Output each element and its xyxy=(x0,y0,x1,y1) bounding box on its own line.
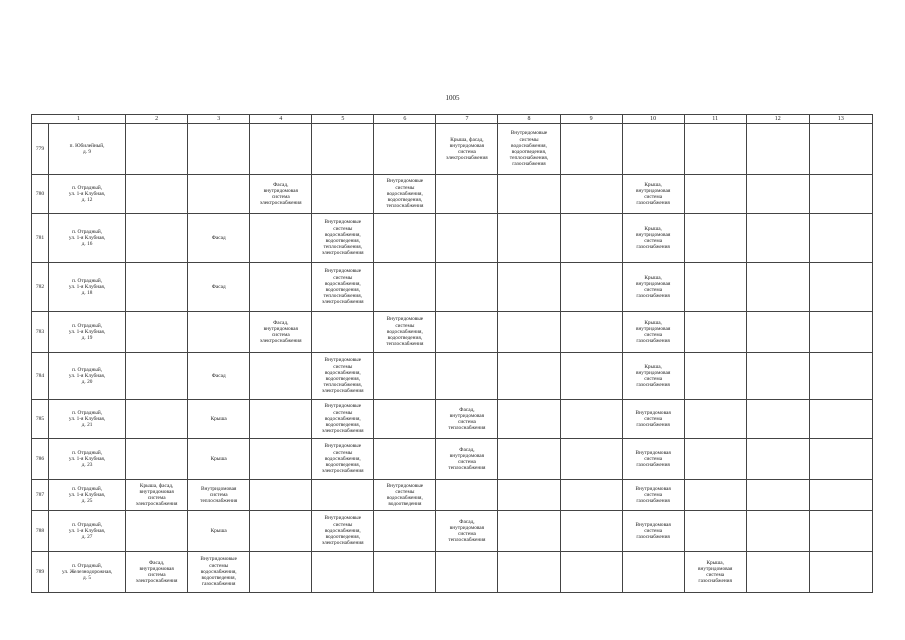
work-cell-col-12 xyxy=(746,480,809,511)
work-cell-col-12 xyxy=(746,312,809,353)
work-cell-col-3: Фасад xyxy=(188,263,250,312)
work-cell-col-11 xyxy=(684,511,746,552)
table-row xyxy=(32,552,873,593)
work-cell-col-8 xyxy=(498,439,560,480)
work-cell-col-12 xyxy=(746,175,809,214)
column-header: 1 xyxy=(32,115,126,124)
work-cell-col-2 xyxy=(126,175,188,214)
work-cell-col-12 xyxy=(746,263,809,312)
work-cell-col-7 xyxy=(436,263,498,312)
work-cell-col-4: Фасад, внутридомовая система электроснабжения xyxy=(250,312,312,353)
work-cell-col-12 xyxy=(746,214,809,263)
address-cell: п. Отрадный, ул. 1-я Клубная, д. 27 xyxy=(49,511,126,552)
work-cell-col-6 xyxy=(374,511,436,552)
work-cell-col-3: Крыша xyxy=(188,511,250,552)
table-row xyxy=(32,263,873,312)
work-cell-col-4: Фасад, внутридомовая система электроснабжения xyxy=(250,175,312,214)
work-cell-col-2 xyxy=(126,511,188,552)
work-cell-col-3: Внутридомовые системы водоснабжения, водоотведения, газоснабжения xyxy=(188,552,250,593)
address-cell: п. Отрадный, ул. 1-я Клубная, д. 19 xyxy=(49,312,126,353)
work-cell-col-7: Фасад, внутридомовая система теплоснабжения xyxy=(436,400,498,439)
work-cell-col-9 xyxy=(560,439,622,480)
work-cell-col-2 xyxy=(126,353,188,400)
work-cell-col-9 xyxy=(560,400,622,439)
table-row xyxy=(32,124,873,175)
work-cell-col-8 xyxy=(498,511,560,552)
work-cell-col-2: Крыша, фасад, внутридомовая система электроснабжения xyxy=(126,480,188,511)
work-cell-col-4 xyxy=(250,263,312,312)
work-cell-col-9 xyxy=(560,353,622,400)
column-header: 7 xyxy=(436,115,498,124)
address-cell: п. Отрадный, ул. 1-я Клубная, д. 12 xyxy=(49,175,126,214)
row-number-cell: 779 xyxy=(32,124,49,175)
work-cell-col-8 xyxy=(498,214,560,263)
work-cell-col-8 xyxy=(498,263,560,312)
work-cell-col-13 xyxy=(809,480,872,511)
work-cell-col-11 xyxy=(684,214,746,263)
work-cell-col-10: Крыша, внутридомовая система газоснабжения xyxy=(622,175,684,214)
work-cell-col-10: Крыша, внутридомовая система газоснабжения xyxy=(622,214,684,263)
row-number-cell: 783 xyxy=(32,312,49,353)
work-cell-col-6 xyxy=(374,263,436,312)
work-cell-col-3: Фасад xyxy=(188,353,250,400)
work-cell-col-11: Крыша, внутридомовая система газоснабжения xyxy=(684,552,746,593)
column-header: 8 xyxy=(498,115,560,124)
work-cell-col-9 xyxy=(560,175,622,214)
work-cell-col-13 xyxy=(809,400,872,439)
table-row xyxy=(32,175,873,214)
row-number-cell: 787 xyxy=(32,480,49,511)
work-cell-col-5: Внутридомовые системы водоснабжения, водоотведения, теплоснабжения, электроснабжения xyxy=(312,353,374,400)
work-cell-col-12 xyxy=(746,511,809,552)
table-row xyxy=(32,353,873,400)
row-number-cell: 786 xyxy=(32,439,49,480)
work-cell-col-9 xyxy=(560,124,622,175)
work-cell-col-7: Фасад, внутридомовая система теплоснабжения xyxy=(436,511,498,552)
address-cell: п. Отрадный, ул. 1-я Клубная, д. 16 xyxy=(49,214,126,263)
work-cell-col-6 xyxy=(374,400,436,439)
work-cell-col-9 xyxy=(560,480,622,511)
work-cell-col-7 xyxy=(436,312,498,353)
row-number-cell: 781 xyxy=(32,214,49,263)
work-cell-col-5: Внутридомовые системы водоснабжения, водоотведения, теплоснабжения, электроснабжения xyxy=(312,214,374,263)
address-cell: п. Отрадный, ул. 1-я Клубная, д. 25 xyxy=(49,480,126,511)
work-cell-col-4 xyxy=(250,511,312,552)
work-cell-col-5: Внутридомовые системы водоснабжения, водоотведения, электроснабжения xyxy=(312,511,374,552)
work-cell-col-13 xyxy=(809,511,872,552)
address-cell: п. Отрадный, ул. 1-я Клубная, д. 20 xyxy=(49,353,126,400)
work-cell-col-10: Внутридомовая система газоснабжения xyxy=(622,480,684,511)
work-cell-col-6 xyxy=(374,439,436,480)
work-cell-col-4 xyxy=(250,214,312,263)
work-cell-col-11 xyxy=(684,353,746,400)
work-cell-col-4 xyxy=(250,124,312,175)
table-row xyxy=(32,214,873,263)
work-cell-col-7: Крыша, фасад, внутридомовая система электроснабжения xyxy=(436,124,498,175)
work-cell-col-13 xyxy=(809,312,872,353)
row-number-cell: 780 xyxy=(32,175,49,214)
work-cell-col-12 xyxy=(746,124,809,175)
work-cell-col-8 xyxy=(498,552,560,593)
work-cell-col-7: Фасад, внутридомовая система теплоснабжения xyxy=(436,439,498,480)
work-cell-col-13 xyxy=(809,353,872,400)
work-cell-col-12 xyxy=(746,400,809,439)
work-cell-col-6: Внутридомовые системы водоснабжения, водоотведения, теплоснабжения xyxy=(374,312,436,353)
work-cell-col-8 xyxy=(498,480,560,511)
row-number-cell: 782 xyxy=(32,263,49,312)
work-cell-col-7 xyxy=(436,175,498,214)
work-cell-col-13 xyxy=(809,175,872,214)
work-cell-col-13 xyxy=(809,439,872,480)
work-cell-col-2 xyxy=(126,124,188,175)
table-row xyxy=(32,511,873,552)
address-cell: п. Отрадный, ул. 1-я Клубная, д. 21 xyxy=(49,400,126,439)
column-header: 2 xyxy=(126,115,188,124)
table-row xyxy=(32,480,873,511)
work-cell-col-9 xyxy=(560,312,622,353)
work-cell-col-6 xyxy=(374,552,436,593)
address-cell: п. Отрадный, ул. 1-я Клубная, д. 18 xyxy=(49,263,126,312)
column-header: 4 xyxy=(250,115,312,124)
work-cell-col-3: Крыша xyxy=(188,439,250,480)
work-cell-col-3 xyxy=(188,124,250,175)
work-cell-col-12 xyxy=(746,353,809,400)
work-cell-col-6: Внутридомовые системы водоснабжения, водоотведения xyxy=(374,480,436,511)
work-cell-col-8 xyxy=(498,400,560,439)
work-cell-col-5 xyxy=(312,124,374,175)
column-header: 3 xyxy=(188,115,250,124)
work-cell-col-4 xyxy=(250,480,312,511)
address-cell: п. Юбилейный, д. 9 xyxy=(49,124,126,175)
table-row xyxy=(32,439,873,480)
work-cell-col-13 xyxy=(809,124,872,175)
work-cell-col-6 xyxy=(374,353,436,400)
work-cell-col-10: Внутридомовая система газоснабжения xyxy=(622,511,684,552)
work-cell-col-3 xyxy=(188,175,250,214)
table-row xyxy=(32,400,873,439)
work-cell-col-3 xyxy=(188,312,250,353)
work-cell-col-5 xyxy=(312,480,374,511)
column-header: 6 xyxy=(374,115,436,124)
work-cell-col-9 xyxy=(560,552,622,593)
work-cell-col-10: Внутридомовая система газоснабжения xyxy=(622,400,684,439)
work-cell-col-10: Внутридомовая система газоснабжения xyxy=(622,439,684,480)
work-cell-col-2 xyxy=(126,312,188,353)
work-cell-col-5 xyxy=(312,175,374,214)
work-cell-col-11 xyxy=(684,312,746,353)
work-cell-col-10: Крыша, внутридомовая система газоснабжения xyxy=(622,312,684,353)
work-cell-col-2 xyxy=(126,214,188,263)
work-cell-col-7 xyxy=(436,552,498,593)
work-cell-col-2 xyxy=(126,439,188,480)
repair-schedule-table xyxy=(31,114,873,593)
work-cell-col-5 xyxy=(312,552,374,593)
work-cell-col-7 xyxy=(436,353,498,400)
work-cell-col-6 xyxy=(374,124,436,175)
work-cell-col-9 xyxy=(560,214,622,263)
work-cell-col-11 xyxy=(684,439,746,480)
column-header: 12 xyxy=(746,115,809,124)
header-row xyxy=(32,115,873,124)
work-cell-col-2 xyxy=(126,263,188,312)
table-header xyxy=(32,115,873,124)
address-cell: п. Отрадный, ул. Железнодорожная, д. 5 xyxy=(49,552,126,593)
column-header: 13 xyxy=(809,115,872,124)
work-cell-col-3: Фасад xyxy=(188,214,250,263)
work-cell-col-9 xyxy=(560,263,622,312)
row-number-cell: 789 xyxy=(32,552,49,593)
work-cell-col-8: Внутридомовые системы водоснабжения, водоотведения, теплоснабжения, газоснабжения xyxy=(498,124,560,175)
work-cell-col-12 xyxy=(746,552,809,593)
work-cell-col-2: Фасад, внутридомовая система электроснабжения xyxy=(126,552,188,593)
column-header: 11 xyxy=(684,115,746,124)
page-number: 1005 xyxy=(445,94,460,102)
work-cell-col-10 xyxy=(622,124,684,175)
work-cell-col-11 xyxy=(684,400,746,439)
column-header: 5 xyxy=(312,115,374,124)
work-cell-col-8 xyxy=(498,175,560,214)
work-cell-col-6: Внутридомовые системы водоснабжения, водоотведения, теплоснабжения xyxy=(374,175,436,214)
work-cell-col-4 xyxy=(250,400,312,439)
work-cell-col-11 xyxy=(684,263,746,312)
work-cell-col-4 xyxy=(250,552,312,593)
work-cell-col-6 xyxy=(374,214,436,263)
work-cell-col-4 xyxy=(250,439,312,480)
work-cell-col-13 xyxy=(809,263,872,312)
work-cell-col-12 xyxy=(746,439,809,480)
work-cell-col-5: Внутридомовые системы водоснабжения, водоотведения, электроснабжения xyxy=(312,439,374,480)
work-cell-col-9 xyxy=(560,511,622,552)
work-cell-col-7 xyxy=(436,480,498,511)
work-cell-col-8 xyxy=(498,312,560,353)
table-body xyxy=(32,124,873,593)
work-cell-col-8 xyxy=(498,353,560,400)
work-cell-col-3: Внутридомовая система теплоснабжения xyxy=(188,480,250,511)
work-cell-col-5 xyxy=(312,312,374,353)
work-cell-col-10: Крыша, внутридомовая система газоснабжения xyxy=(622,353,684,400)
work-cell-col-2 xyxy=(126,400,188,439)
work-cell-col-7 xyxy=(436,214,498,263)
work-cell-col-3: Крыша xyxy=(188,400,250,439)
work-cell-col-4 xyxy=(250,353,312,400)
work-cell-col-13 xyxy=(809,214,872,263)
work-cell-col-13 xyxy=(809,552,872,593)
row-number-cell: 788 xyxy=(32,511,49,552)
work-cell-col-10 xyxy=(622,552,684,593)
work-cell-col-11 xyxy=(684,124,746,175)
column-header: 10 xyxy=(622,115,684,124)
work-cell-col-5: Внутридомовые системы водоснабжения, водоотведения, теплоснабжения, электроснабжения xyxy=(312,263,374,312)
work-cell-col-11 xyxy=(684,175,746,214)
row-number-cell: 785 xyxy=(32,400,49,439)
work-cell-col-11 xyxy=(684,480,746,511)
work-cell-col-5: Внутридомовые системы водоснабжения, водоотведения, электроснабжения xyxy=(312,400,374,439)
table-row xyxy=(32,312,873,353)
row-number-cell: 784 xyxy=(32,353,49,400)
work-cell-col-10: Крыша, внутридомовая система газоснабжения xyxy=(622,263,684,312)
address-cell: п. Отрадный, ул. 1-я Клубная, д. 23 xyxy=(49,439,126,480)
column-header: 9 xyxy=(560,115,622,124)
